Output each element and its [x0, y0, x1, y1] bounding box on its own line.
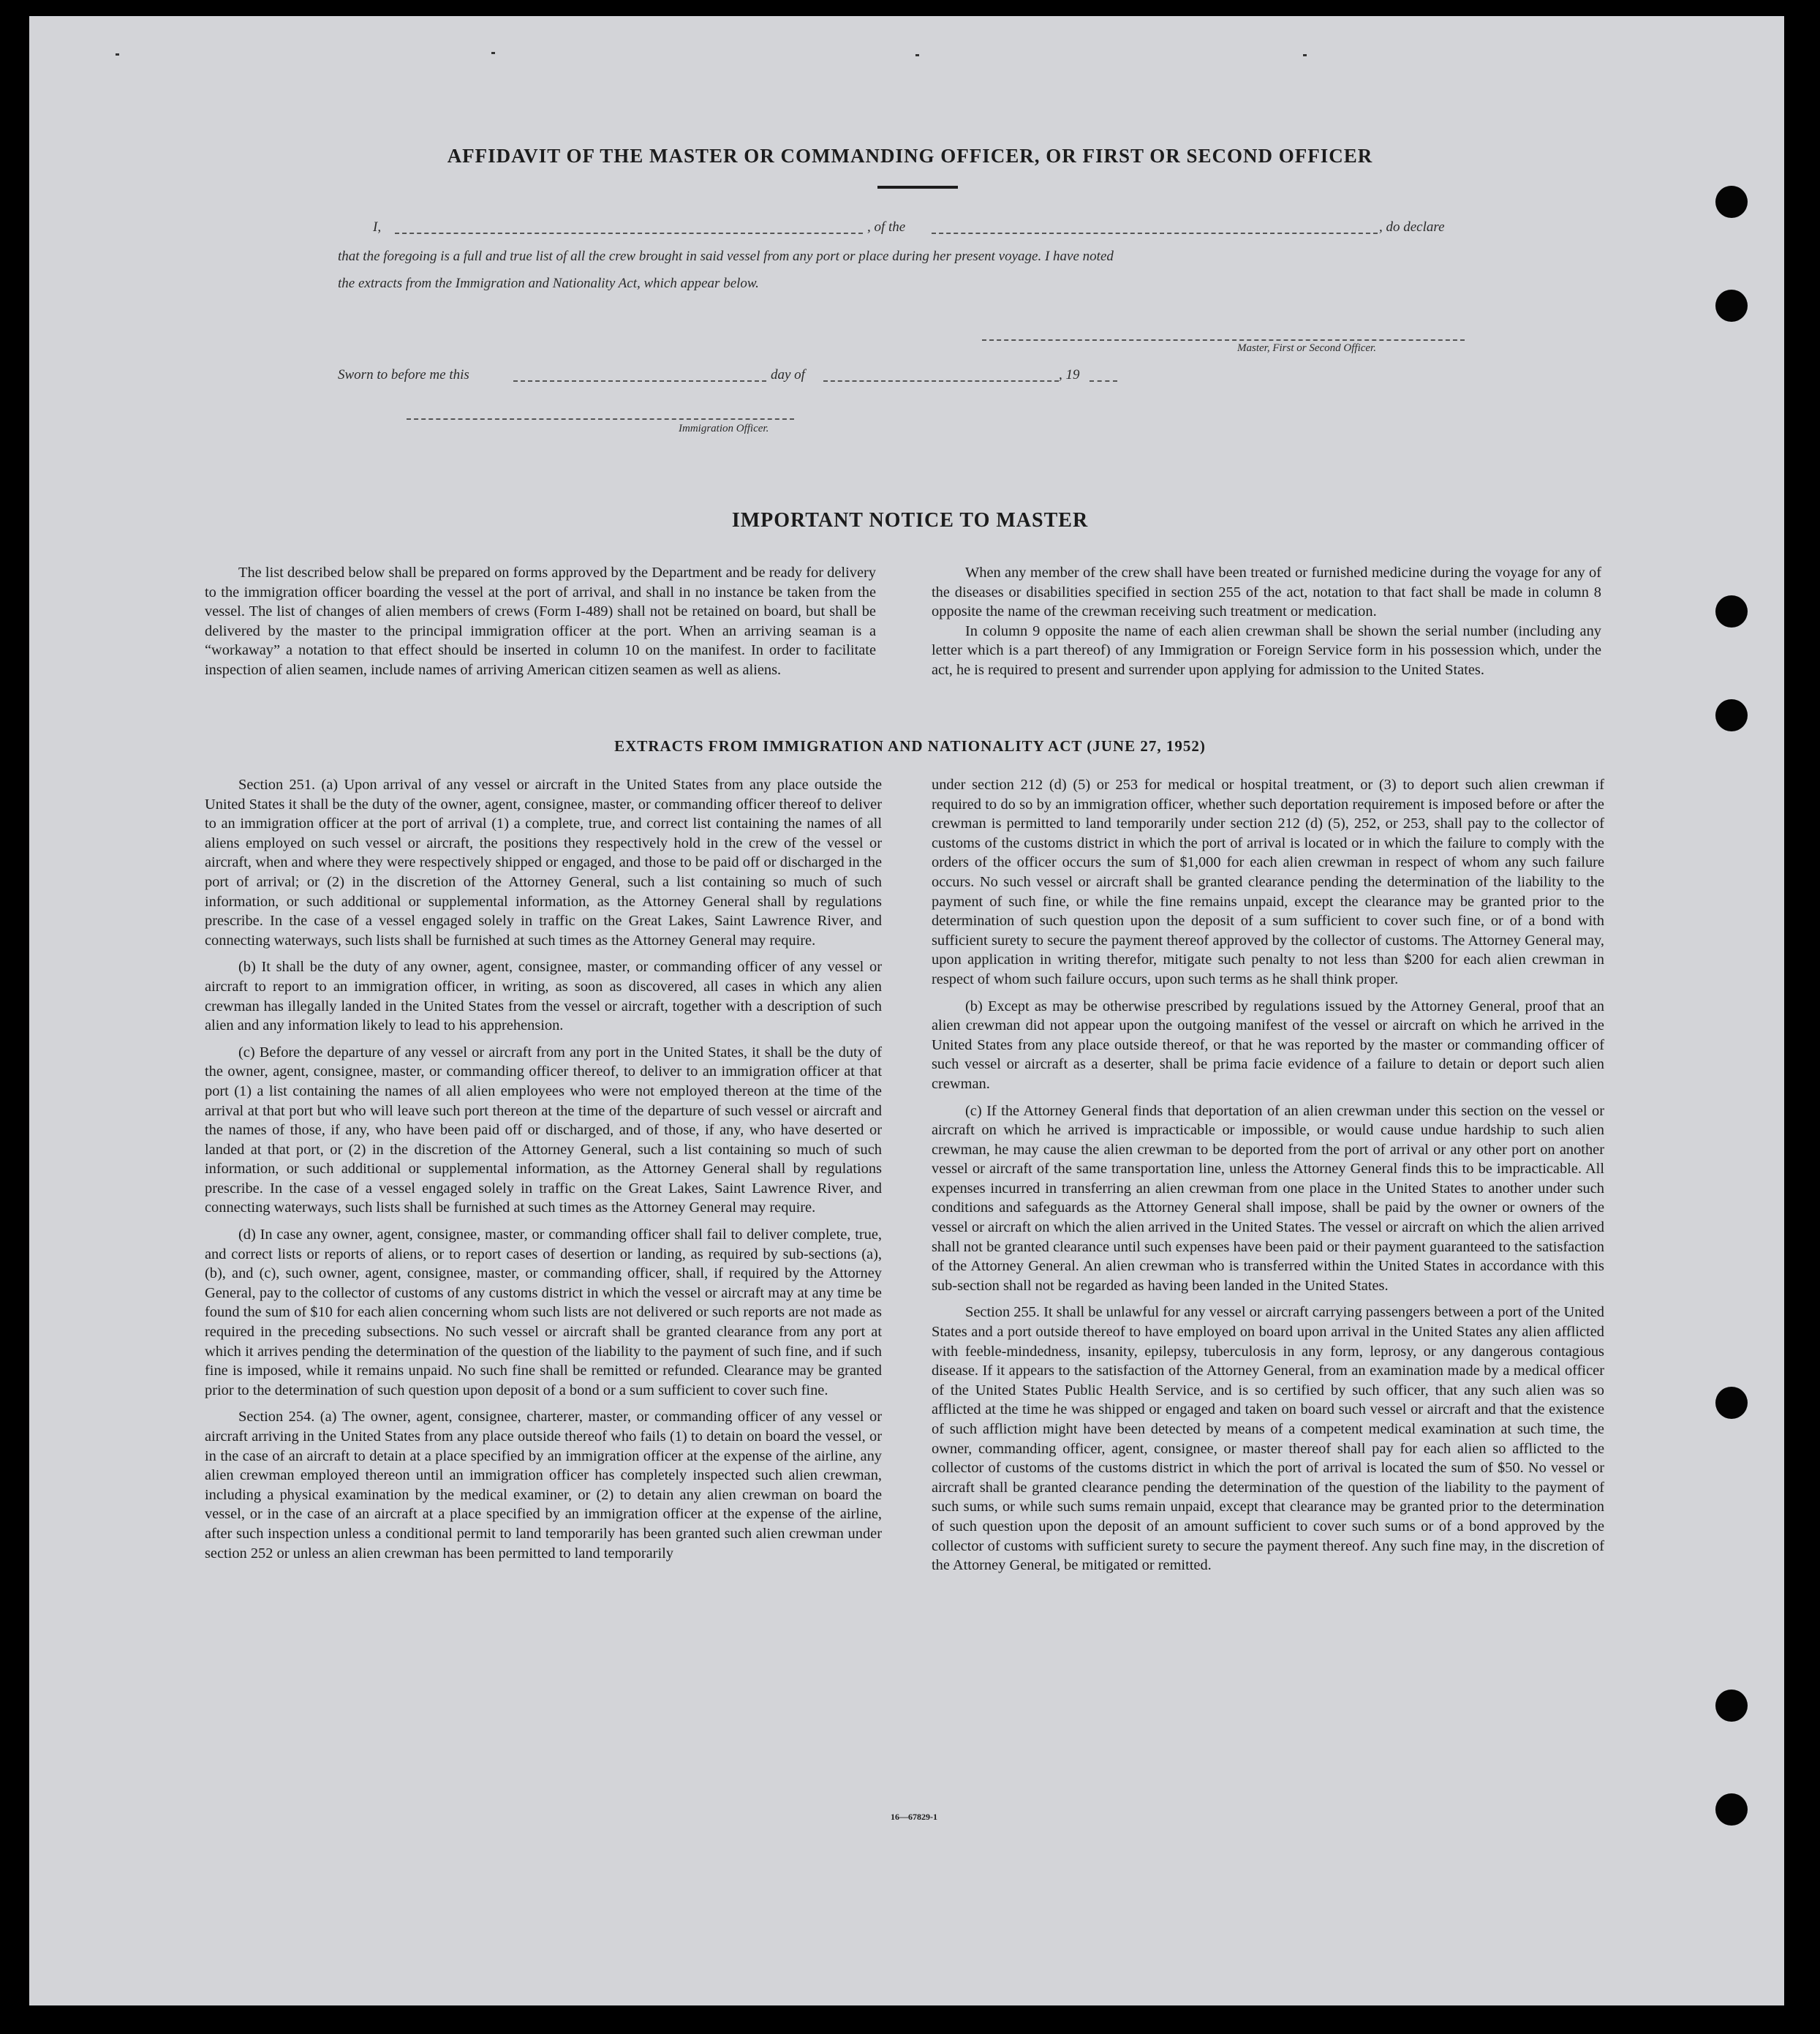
affidavit-do-declare: , do declare: [1379, 219, 1445, 235]
year-blank: [1090, 380, 1117, 382]
notice-left-column: [205, 563, 876, 680]
notice-paragraph: When any member of the crew shall have been treated or furnished medicine during the voyage for any of the diseases or disabilities specified in section 255 of the act, notation to that fact shall be made in column 8 opposite the name of the crewman receiving such treatment or medication.: [932, 565, 1601, 620]
scan-speck: [491, 52, 495, 54]
scan-speck: [116, 53, 119, 56]
year-text: , 19: [1059, 367, 1080, 383]
extract-paragraph: Section 254. (a) The owner, agent, consignee, charterer, master, or commanding officer of any vessel or aircraft arriving in the United States from any place outside thereof who fails (1) to detain on board the vessel, or in the case of an aircraft to detain at a place specified by an immigration officer at the expense of the airline, any alien crewman employed thereon until an immigration officer has completely inspected such alien crewman, including a physical examination by the medical examiner, or (2) to detain any alien crewman on board the vessel, or in the case of an aircraft at a place specified by an immigration officer at the expense of the airline, after such inspection unless a conditional permit to land temporarily has been granted such alien crewman under section 252 or unless an alien crewman has been permitted to land temporarily: [205, 1409, 882, 1562]
master-label: Master, First or Second Officer.: [1237, 342, 1376, 354]
punch-hole-icon: [1715, 1690, 1748, 1722]
day-of-text: day of: [771, 367, 805, 383]
scan-speck: [1303, 54, 1307, 56]
extract-paragraph: Section 251. (a) Upon arrival of any vessel or aircraft in the United States from any place outside the United States it shall be the duty of the owner, agent, consignee, master, or commanding officer thereof to deliver to an immigration officer at the port of arrival (1) a complete, true, and correct list containing the names of all aliens employed on such vessel or aircraft, the positions they respectively hold in the crew of the vessel or aircraft, when and where they were respectively shipped or engaged, and those to be paid off or discharged in the port of arrival; or (2) in the discretion of the Attorney General, such a list containing so much of such information, or such additional or supplemental information, as the Attorney General shall by regulations prescribe. In the case of a vessel engaged solely in traffic on the Great Lakes, Saint Lawrence River, and connecting waterways, such lists shall be furnished at such times as the Attorney General may require.: [205, 777, 882, 949]
extract-paragraph: (c) Before the departure of any vessel or aircraft from any port in the United States, it shall be the duty of the owner, agent, consignee, master, or commanding officer thereof, to deliver to an immigration officer at that port (1) a list containing the names of all alien employees who were not employed thereon at the time of the arrival at that port but who will leave such port thereon at the time of the departure of such vessel or aircraft and the names of those, if any, who have been paid off or discharged, and of those, if any, who have deserted or landed at that port, or (2) in the discretion of the Attorney General, such a list containing so much of such information, or such additional or supplemental information, as the Attorney General shall by regulations prescribe. In the case of a vessel engaged solely in traffic on the Great Lakes, Saint Lawrence River, and connecting waterways, such lists shall be furnished at such times as the Attorney General may require.: [205, 1044, 882, 1216]
extract-paragraph: under section 212 (d) (5) or 253 for medical or hospital treatment, or (3) to deport such alien crewman if required to do so by an immigration officer, whether such deportation requirement is imposed before or after the crewman is permitted to land temporarily under section 212 (d) (5), 252, or 253, shall pay to the collector of customs of the customs district in which the port of arrival is located or in which the failure to comply with the orders of the officer occurs the sum of $1,000 for each alien crewman in respect of whom any such failure occurs. No such vessel or aircraft shall be granted clearance pending the determination of the liability to the payment of such fine, or while the fine remains unpaid, except the clearance may be granted prior to the determination of such question upon the deposit of a sum sufficient to cover such fine, or of a bond with sufficient surety to secure the payment thereof approved by the collector of customs. The Attorney General may, upon application in writing therefor, mitigate such penalty to not less than $200 for each alien crewman in respect of whom such failure occurs, upon such terms as he shall think proper.: [932, 777, 1604, 987]
sworn-text: Sworn to before me this: [338, 367, 469, 383]
title-rule: [877, 186, 958, 189]
notice-right-column: [932, 563, 1601, 680]
extract-paragraph: (b) It shall be the duty of any owner, agent, consignee, master, or commanding officer of any vessel or aircraft to report to an immigration officer, in writing, as soon as discovered, all cases in which any alien crewman has illegally landed in the United States from the vessel or aircraft, together with a description of such alien and any information likely to lead to his apprehension.: [205, 959, 882, 1034]
affidavit-of-the: , of the: [867, 219, 906, 235]
extracts-right-column: [932, 775, 1604, 1583]
extract-paragraph: (d) In case any owner, agent, consignee, master, or commanding officer shall fail to deliver complete, true, and correct lists or reports of aliens, or to report cases of desertion or landing, as required by sub-sections (a), (b), and (c), such owner, agent, consignee, master, or commanding officer, shall, if required by the Attorney General, pay to the collector of customs of any customs district in which the vessel or aircraft may at any time be found the sum of $10 for each alien concerning whom such lists are not delivered or such reports are not made as required in the preceding subsections. No such vessel or aircraft shall be granted clearance from any port at which it arrives pending the determination of the question of the liability to the payment of such fine, and if such fine is imposed, while it remains unpaid. No such fine shall be remitted or refunded. Clearance may be granted prior to the determination of such question upon deposit of a bond or a sum sufficient to cover such fine.: [205, 1227, 882, 1398]
punch-hole-icon: [1715, 186, 1748, 218]
notice-paragraph: In column 9 opposite the name of each alien crewman shall be shown the serial number (including any letter which is a part thereof) of any Immigration or Foreign Service form in his possession which, under the act, he is required to present and surrender upon applying for admission to the United States.: [932, 622, 1601, 678]
form-number: 16—67829-1: [891, 1812, 937, 1822]
sworn-day-blank: [513, 380, 766, 382]
month-blank: [823, 380, 1059, 382]
notice-title: IMPORTANT NOTICE TO MASTER: [731, 509, 1089, 532]
affidavit-i: I,: [373, 219, 382, 235]
extract-paragraph: Section 255. It shall be unlawful for any vessel or aircraft carrying passengers between a port of the United States and a port outside thereof to have employed on board upon arrival in the United States any alien afflicted with feeble-mindedness, insanity, epilepsy, tuberculosis in any form, leprosy, or any dangerous contagious disease. If it appears to the satisfaction of the Attorney General, from an examination made by a medical officer of the United States Public Health Service, and is so certified by such officer, that any such alien was so afflicted at the time he was shipped or engaged and taken on board such vessel or aircraft and that the existence of such affliction might have been detected by means of a competent medical examination at such time, the owner, commanding officer, agent, consignee, or master thereof shall pay for each alien so afflicted to the collector of customs of the customs district in which the port of arrival is located the sum of $50. No vessel or aircraft shall be granted clearance pending the determination of the question of the liability to the payment of such sums, or while such sums remain unpaid, except that clearance may be granted prior to the determination of such question upon the deposit of an amount sufficient to cover such sums or of a bond approved by the collector of customs with sufficient surety to secure the payment thereof. Any such fine may, in the discretion of the Attorney General, be mitigated or remitted.: [932, 1304, 1604, 1574]
notice-paragraph: The list described below shall be prepared on forms approved by the Department and be ready for delivery to the immigration officer boarding the vessel at the port of arrival, and shall in no instance be taken from the vessel. The list of changes of alien members of crews (Form I-489) shall not be retained on board, but shall be delivered by the master to the principal immigration officer at the port. When an arriving seaman is a “workaway” a notation to that effect should be inserted in column 10 on the manifest. In order to facilitate inspection of alien seamen, include names of arriving American citizen seamen as well as aliens.: [205, 565, 876, 678]
punch-hole-icon: [1715, 699, 1748, 731]
affidavit-title: AFFIDAVIT OF THE MASTER OR COMMANDING OFFICER, OR FIRST OR SECOND OFFICER: [447, 145, 1373, 167]
extract-paragraph: (c) If the Attorney General finds that deportation of an alien crewman under this section on the vessel or aircraft on which he arrived is impracticable or impossible, or would cause undue hardship to such alien crewman, he may cause the alien crewman to be deported from the port of arrival or any other port on another vessel or aircraft of the same transportation line, unless the Attorney General finds this to be impracticable. All expenses incurred in transferring an alien crewman from one place in the United States to another under such conditions and safeguards as the Attorney General shall impose, shall be paid by the owner or owners of the vessel or aircraft on which the alien arrived in the United States. The vessel or aircraft on which the alien arrived shall not be granted clearance until such expenses have been paid or their payment guaranteed to the satisfaction of the Attorney General. An alien crewman who is transferred within the United States in accordance with this sub-section shall not be regarded as having been landed in the United States.: [932, 1102, 1604, 1294]
punch-hole-icon: [1715, 1387, 1748, 1419]
officer-label: Immigration Officer.: [679, 423, 769, 434]
master-signature-line: [982, 339, 1465, 341]
name-blank-line: [395, 233, 863, 234]
punch-hole-icon: [1715, 290, 1748, 322]
punch-hole-icon: [1715, 595, 1748, 628]
extract-paragraph: (b) Except as may be otherwise prescribed by regulations issued by the Attorney General, proof that an alien crewman did not appear upon the outgoing manifest of the vessel or aircraft on which he arrived in the United States from any place outside thereof, or that he was reported by the master or commanding officer of such vessel or aircraft as a deserter, shall be prima facie evidence of a failure to detain or deport such alien crewman.: [932, 998, 1604, 1092]
affidavit-line-2: that the foregoing is a full and true list of all the crew brought in said vessel from any port or place during her present voyage. I have noted: [338, 249, 1114, 264]
scan-speck: [915, 54, 919, 56]
extracts-left-column: [205, 775, 882, 1570]
vessel-blank-line: [932, 233, 1378, 234]
extracts-title: EXTRACTS FROM IMMIGRATION AND NATIONALITY ACT (JUNE 27, 1952): [614, 737, 1206, 755]
officer-signature-line: [407, 418, 794, 420]
punch-hole-icon: [1715, 1793, 1748, 1826]
affidavit-line-3: the extracts from the Immigration and Nationality Act, which appear below.: [338, 276, 759, 291]
